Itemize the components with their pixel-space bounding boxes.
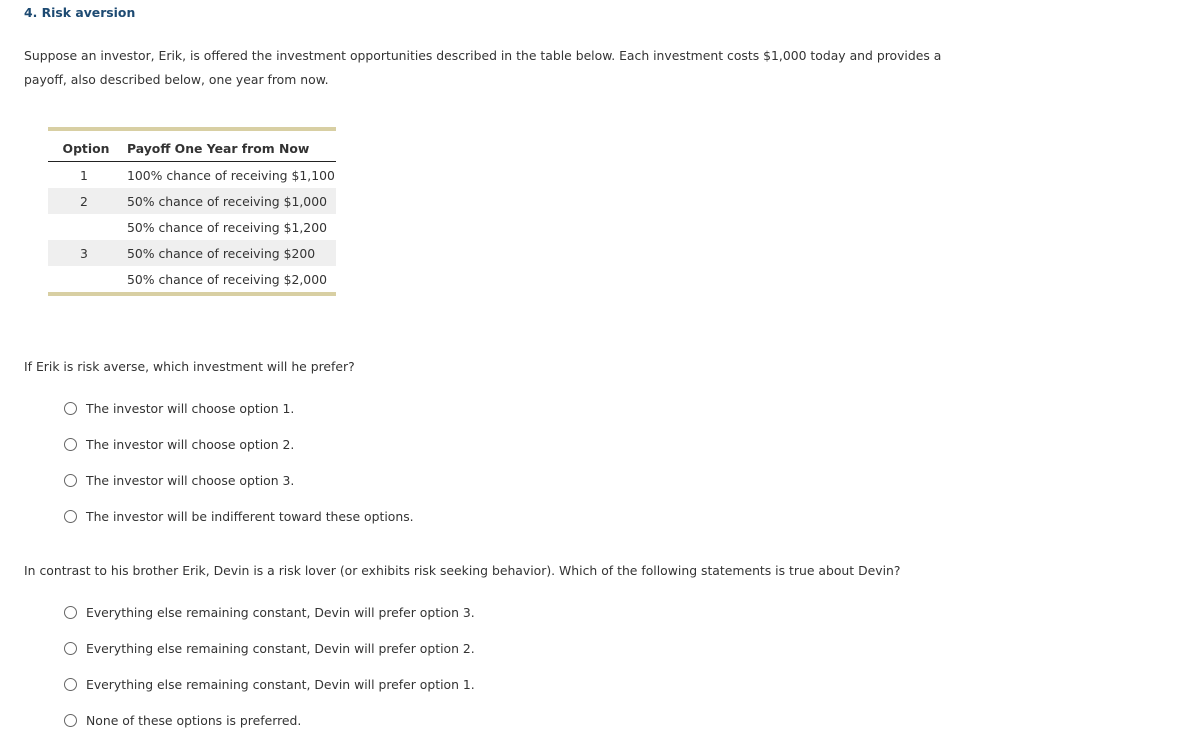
payoff-table bbox=[48, 127, 336, 296]
option-label: Everything else remaining constant, Devin will prefer option 1. bbox=[86, 677, 475, 692]
table-row bbox=[48, 240, 336, 266]
radio-button[interactable] bbox=[64, 474, 77, 487]
option-label: Everything else remaining constant, Devin will prefer option 3. bbox=[86, 605, 475, 620]
q1-option-1[interactable] bbox=[64, 401, 294, 416]
option-label: The investor will be indifferent toward these options. bbox=[86, 509, 414, 524]
payoff-cell: 50% chance of receiving $1,000 bbox=[120, 188, 336, 214]
option-label: Everything else remaining constant, Devin will prefer option 2. bbox=[86, 641, 475, 656]
table-row bbox=[48, 214, 336, 240]
radio-button[interactable] bbox=[64, 606, 77, 619]
question-1-text: If Erik is risk averse, which investment will he prefer? bbox=[24, 359, 355, 374]
radio-button[interactable] bbox=[64, 510, 77, 523]
q2-option-2[interactable] bbox=[64, 641, 475, 656]
q1-option-4[interactable] bbox=[64, 509, 414, 524]
question-2-text: In contrast to his brother Erik, Devin is a risk lover (or exhibits risk seeking behavior). Which of the following statements is true about Devin? bbox=[24, 563, 901, 578]
q2-option-1[interactable] bbox=[64, 605, 475, 620]
option-label: The investor will choose option 2. bbox=[86, 437, 295, 452]
table-row bbox=[48, 188, 336, 214]
radio-button[interactable] bbox=[64, 438, 77, 451]
payoff-cell: 50% chance of receiving $2,000 bbox=[127, 271, 327, 287]
radio-button[interactable] bbox=[64, 714, 77, 727]
q1-option-2[interactable] bbox=[64, 437, 294, 452]
q1-option-3[interactable] bbox=[64, 473, 294, 488]
intro-paragraph: Suppose an investor, Erik, is offered the investment opportunities described in the table below. Each investment costs $1,000 today and provides a payoff, also described below, one year from now. bbox=[24, 48, 942, 87]
option-cell: 3 bbox=[48, 240, 120, 266]
payoff-cell: 100% chance of receiving $1,100 bbox=[127, 167, 335, 183]
table-row bbox=[48, 162, 336, 189]
radio-button[interactable] bbox=[64, 642, 77, 655]
question-title: 4. Risk aversion bbox=[24, 5, 136, 20]
option-cell bbox=[48, 266, 120, 294]
payoff-cell: 50% chance of receiving $1,200 bbox=[127, 219, 327, 235]
header-payoff: Payoff One Year from Now bbox=[120, 129, 336, 162]
radio-button[interactable] bbox=[64, 678, 77, 691]
table-row bbox=[48, 266, 336, 294]
option-cell bbox=[48, 214, 120, 240]
option-label: The investor will choose option 3. bbox=[86, 473, 295, 488]
q2-option-3[interactable] bbox=[64, 677, 475, 692]
option-cell: 2 bbox=[48, 188, 120, 214]
payoff-cell: 50% chance of receiving $200 bbox=[120, 240, 336, 266]
header-option: Option bbox=[48, 129, 120, 162]
radio-button[interactable] bbox=[64, 402, 77, 415]
option-cell: 1 bbox=[80, 167, 88, 183]
q2-option-4[interactable] bbox=[64, 713, 301, 728]
option-label: The investor will choose option 1. bbox=[86, 401, 295, 416]
option-label: None of these options is preferred. bbox=[86, 713, 302, 728]
